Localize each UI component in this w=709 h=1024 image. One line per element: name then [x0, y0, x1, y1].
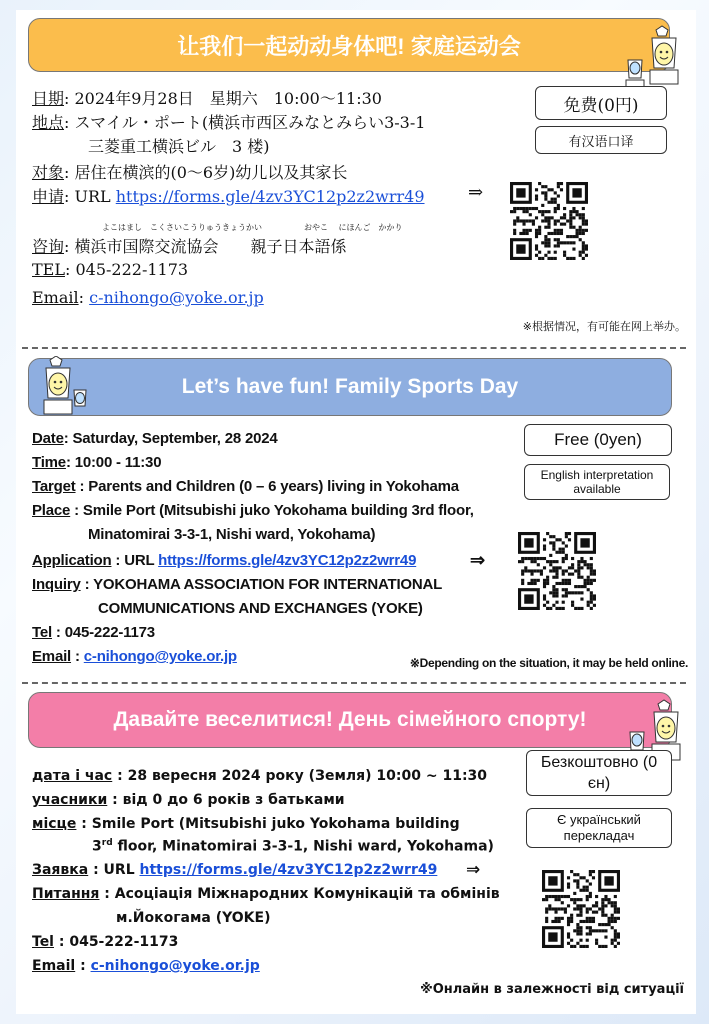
section-divider	[22, 347, 686, 349]
inquiry-value-line2-english: COMMUNICATIONS AND EXCHANGES (YOKE)	[98, 600, 423, 617]
place-label: місце	[32, 816, 77, 832]
inquiry-value: : Асоціація Міжнародних Комунікацій та обмінів	[99, 886, 500, 902]
apply-label: Заявка	[32, 862, 89, 878]
online-note-chinese: ※根据情况，有可能在网上举办。	[522, 320, 686, 333]
free-badge-english: Free (0yen)	[524, 424, 672, 456]
email-row-ukrainian	[32, 958, 260, 974]
ruby-yokohama: よこはまし こくさいこうりゅうきょうかい	[102, 223, 262, 232]
email-link[interactable]: c-nihongo@yoke.or.jp	[89, 288, 264, 307]
inquiry-label: Inquiry	[32, 576, 81, 593]
participants-row-ukrainian	[32, 792, 345, 808]
inquiry-value: : 横浜市国際交流協会 親子日本語係	[64, 237, 347, 256]
date-value: : Saturday, September, 28 2024	[63, 430, 278, 447]
interpretation-badge-chinese: 有汉语口译	[535, 126, 667, 154]
email-label: Email	[32, 288, 79, 307]
email-label: Email	[32, 648, 72, 665]
apply-row-english	[32, 552, 416, 569]
apply-label: Application	[32, 552, 112, 569]
date-label: Date	[32, 430, 64, 447]
online-note-english: ※Depending on the situation, it may be held online.	[409, 656, 688, 670]
time-label: Time	[32, 454, 66, 471]
date-row-english	[32, 430, 278, 447]
apply-prefix: : URL	[111, 552, 159, 569]
place-value-rest: floor, Minatomirai 3-3-1, Nishi ward, Yokohama)	[112, 838, 494, 855]
qr-code-icon[interactable]	[542, 870, 620, 948]
arrow-icon: ⇒	[466, 860, 481, 880]
inquiry-row-chinese	[32, 234, 347, 257]
banner-title-chinese: 让我们一起动动身体吧! 家庭运动会	[177, 33, 521, 59]
arrow-icon: ⇒	[468, 182, 484, 203]
tel-value: : 045-222-1173	[64, 260, 189, 279]
place-value: : スマイル・ポート(横浜市西区みなとみらい3-3-1	[64, 113, 426, 132]
flyer-page	[16, 10, 696, 1014]
interpretation-badge-ukrainian: Є український перекладач	[526, 808, 672, 848]
apply-link[interactable]: https://forms.gle/4zv3YC12p2z2wrr49	[158, 552, 417, 569]
inquiry-label: 咨询	[32, 237, 65, 256]
email-row-english	[32, 648, 237, 665]
place-row-chinese	[32, 110, 425, 133]
participants-value: : від 0 до 6 років з батьками	[107, 792, 345, 808]
time-value: : 10:00 - 11:30	[65, 454, 162, 471]
date-label: дата і час	[32, 768, 113, 784]
banner-chinese	[28, 18, 670, 72]
apply-label: 申请	[32, 187, 65, 206]
free-badge-ukrainian: Безкоштовно (0 єн)	[526, 750, 672, 796]
email-prefix: :	[75, 958, 91, 974]
target-label: Target	[32, 478, 76, 495]
email-link[interactable]: c-nihongo@yoke.or.jp	[90, 958, 260, 974]
participants-label: учасники	[32, 792, 108, 808]
email-label: Email	[32, 958, 76, 974]
email-link[interactable]: c-nihongo@yoke.or.jp	[83, 648, 237, 665]
banner-title-ukrainian: Давайте веселитися! День сімейного спорту!	[113, 708, 587, 731]
floor-number: 3	[92, 838, 102, 855]
time-row-english	[32, 454, 161, 471]
qr-code-icon[interactable]	[510, 182, 588, 260]
mascot-icon	[620, 24, 680, 90]
email-prefix: :	[71, 648, 84, 665]
place-label: Place	[32, 502, 71, 519]
inquiry-row-ukrainian	[32, 886, 500, 902]
place-label: 地点	[32, 113, 65, 132]
date-label: 日期	[32, 89, 65, 108]
inquiry-row-english	[32, 576, 442, 593]
tel-row-english	[32, 624, 155, 641]
tel-row-chinese	[32, 260, 188, 279]
free-badge-chinese: 免费(0円)	[535, 86, 667, 120]
banner-ukrainian	[28, 692, 672, 748]
inquiry-value: : YOKOHAMA ASSOCIATION FOR INTERNATIONAL	[80, 576, 443, 593]
tel-label: TEL	[32, 260, 65, 279]
ruby-oyako: おやこ にほんご かかり	[304, 223, 403, 232]
target-value: : 居住在横滨的(0～6岁)幼儿以及其家长	[64, 163, 348, 182]
place-row-ukrainian	[32, 816, 460, 832]
inquiry-label: Питання	[32, 886, 100, 902]
apply-link[interactable]: https://forms.gle/4zv3YC12p2z2wrr49	[115, 187, 425, 206]
place-value: : Smile Port (Mitsubishi juko Yokohama building	[76, 816, 460, 832]
apply-row-chinese	[32, 184, 425, 207]
apply-prefix: : URL	[88, 862, 140, 878]
qr-code-icon[interactable]	[518, 532, 596, 610]
place-value-line2-chinese: 三菱重工横浜ビル 3 楼)	[88, 137, 270, 156]
place-value: : Smile Port (Mitsubishi juko Yokohama building 3rd floor,	[70, 502, 474, 519]
target-value: : Parents and Children (0 – 6 years) living in Yokohama	[75, 478, 459, 495]
inquiry-value-line2-ukrainian: м.Йокогама (YOKE)	[116, 910, 271, 926]
tel-value: : 045-222-1173	[51, 624, 155, 641]
date-row-chinese	[32, 86, 382, 109]
place-value-line2-ukrainian	[92, 838, 494, 855]
date-value: : 28 вересня 2024 року (Земля) 10:00 ~ 11:30	[112, 768, 488, 784]
apply-link[interactable]: https://forms.gle/4zv3YC12p2z2wrr49	[139, 862, 438, 878]
section-divider	[22, 682, 686, 684]
tel-label: Tel	[32, 934, 54, 950]
mascot-icon	[32, 356, 92, 418]
banner-title-english: Let’s have fun! Family Sports Day	[181, 375, 519, 398]
apply-row-ukrainian	[32, 862, 437, 878]
tel-row-ukrainian	[32, 934, 178, 950]
email-row-chinese	[32, 288, 264, 307]
apply-prefix: : URL	[64, 187, 116, 206]
banner-english	[28, 358, 672, 416]
target-row-chinese	[32, 160, 347, 183]
date-row-ukrainian	[32, 768, 487, 784]
online-note-ukrainian: ※Онлайн в залежності від ситуації	[420, 982, 684, 997]
tel-label: Tel	[32, 624, 52, 641]
email-prefix: :	[78, 288, 90, 307]
date-value: : 2024年9月28日 星期六 10:00～11:30	[64, 89, 382, 108]
tel-value: : 045-222-1173	[53, 934, 179, 950]
target-row-english	[32, 478, 459, 495]
floor-suffix: rd	[101, 838, 113, 848]
target-label: 对象	[32, 163, 65, 182]
place-row-english	[32, 502, 474, 519]
interpretation-badge-english: English interpretation available	[524, 464, 670, 500]
arrow-icon: ⇒	[470, 550, 485, 570]
place-value-line2-english: Minatomirai 3-3-1, Nishi ward, Yokohama)	[88, 526, 376, 543]
